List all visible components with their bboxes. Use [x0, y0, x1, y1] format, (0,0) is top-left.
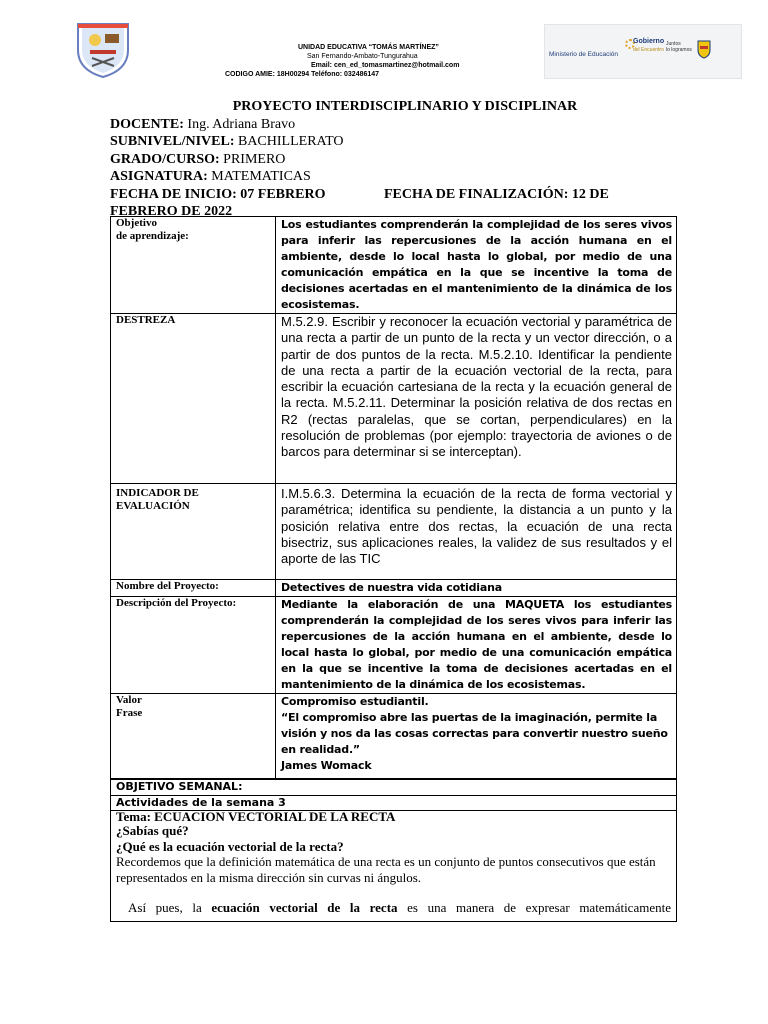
table-row: [111, 694, 677, 780]
school-amie: CODIGO AMIE: 18H00294 Teléfono: 032486147: [225, 71, 380, 78]
docente-line: DOCENTE: Ing. Adriana Bravo: [110, 116, 296, 132]
fecha-line: [110, 186, 680, 204]
valor-frase-text: [276, 694, 677, 780]
grado-line: GRADO/CURSO: PRIMERO: [110, 151, 286, 167]
objetivo-text: Los estudiantes comprenderán la complejidad de los seres vivos para inferir las repercusiones de la acción humana en el ambiente, desde lo local hasta lo global, por medio de una comunicación empática en la que se incentive la toma de decisiones acertadas en el mantenimiento de la dinámica de los ecosistemas.: [276, 217, 677, 314]
definicion-paragraph: Recordemos que la definición matemática de una recta es un conjunto de puntos consecutivos que están representados en la misma dirección sin curvas ni ángulos.: [116, 854, 656, 885]
nombre-label: Nombre del Proyecto:: [111, 580, 276, 597]
nombre-text: Detectives de nuestra vida cotidiana: [276, 580, 677, 597]
descripcion-label: Descripción del Proyecto:: [111, 597, 276, 694]
pregunta-heading: ¿Qué es la ecuación vectorial de la recta?: [116, 838, 344, 854]
table-row: [111, 314, 677, 484]
destreza-text: M.5.2.9. Escribir y reconocer la ecuación vectorial y paramétrica de una recta a partir de un punto de la recta y un vector dirección, o a partir de dos puntos de la recta. M.5.2.10. Identificar la pendiente de una recta a partir de la ecuación vectorial de la recta, para escribir la ecuación cartesiana de la recta y la ecuación general de la recta. M.5.2.11. Determinar la posición relativa de dos rectas en R2 (rectas paralelas, que se cortan, perpendiculares) en la resolución de problemas (por ejemplo: trayectoria de aviones o de barcos para determinar si se interceptan).: [276, 314, 677, 484]
planning-table: [110, 216, 677, 780]
actividades-semana: Actividades de la semana 3: [111, 796, 677, 811]
gobierno-label: Gobierno del Encuentro: [633, 38, 665, 53]
valor-text: Compromiso estudiantil.: [281, 695, 429, 708]
ministry-name: Ministerio de Educación: [549, 51, 619, 58]
table-row: [111, 484, 677, 580]
frase-author: James Womack: [281, 759, 372, 772]
school-address: San Fernando-Ambato-Tungurahua: [307, 53, 418, 60]
fecha-fin-cont: FEBRERO DE 2022: [110, 204, 233, 219]
objetivo-label: Objetivo de aprendizaje:: [111, 217, 276, 314]
asi-pues-paragraph: Así pues, la ecuación vectorial de la recta es una manera de expresar matemáticamente: [128, 900, 671, 915]
school-header: [225, 43, 525, 79]
table-row: [111, 580, 677, 597]
tema-content: [111, 811, 677, 922]
sabias-heading: ¿Sabías qué?: [116, 823, 189, 838]
subnivel-line: SUBNIVEL/NIVEL: BACHILLERATO: [110, 134, 344, 149]
document-title: PROYECTO INTERDISCIPLINARIO Y DISCIPLINAR: [232, 99, 578, 114]
asignatura-line: ASIGNATURA: MATEMATICAS: [110, 169, 311, 184]
frase-text: “El compromiso abre las puertas de la imaginación, permite la visión y nos da las cosas correctas para convertir nuestro sueño en realidad.”: [281, 711, 668, 756]
objetivo-semanal: OBJETIVO SEMANAL:: [111, 779, 677, 796]
table-row: [111, 217, 677, 314]
tema-title: Tema: ECUACION VECTORIAL DE LA RECTA: [116, 809, 396, 824]
school-name: UNIDAD EDUCATIVA “TOMÁS MARTÍNEZ”: [298, 44, 439, 51]
school-email: Email: cen_ed_tomasmartinez@hotmail.com: [311, 62, 460, 69]
school-logo: [72, 20, 134, 78]
weekly-table: [110, 778, 677, 922]
valor-frase-label: Valor Frase: [111, 694, 276, 780]
juntos-label: Juntos lo logramos: [666, 41, 692, 53]
table-row: [111, 597, 677, 694]
fecha-fin: FECHA DE FINALIZACIÓN: 12 DE: [384, 186, 609, 202]
project-info: [110, 98, 680, 221]
indicador-text: I.M.5.6.3. Determina la ecuación de la recta de forma vectorial y paramétrica; identifica su pendiente, la distancia a un punto y la posición relativa entre dos rectas, la ecuación de una recta bisectriz, sus aplicaciones reales, la validez de sus resultados y el aporte de las TIC: [276, 484, 677, 580]
coat-of-arms-icon: [697, 39, 711, 59]
table-row: [111, 811, 677, 922]
destreza-label: DESTREZA: [111, 314, 276, 484]
descripcion-text: Mediante la elaboración de una MAQUETA los estudiantes comprenderán la complejidad de los seres vivos para inferir las repercusiones de la acción humana en el ambiente, desde lo local hasta lo global, por medio de una comunicación empática en la que se incentive la toma de decisiones acertadas en el mantenimiento de la dinámica de los ecosistemas.: [276, 597, 677, 694]
table-row: [111, 779, 677, 796]
indicador-label: INDICADOR DE EVALUACIÓN: [111, 484, 276, 580]
ministry-logo: [544, 24, 742, 79]
fecha-inicio: FECHA DE INICIO: 07 FEBRERO: [110, 186, 326, 202]
